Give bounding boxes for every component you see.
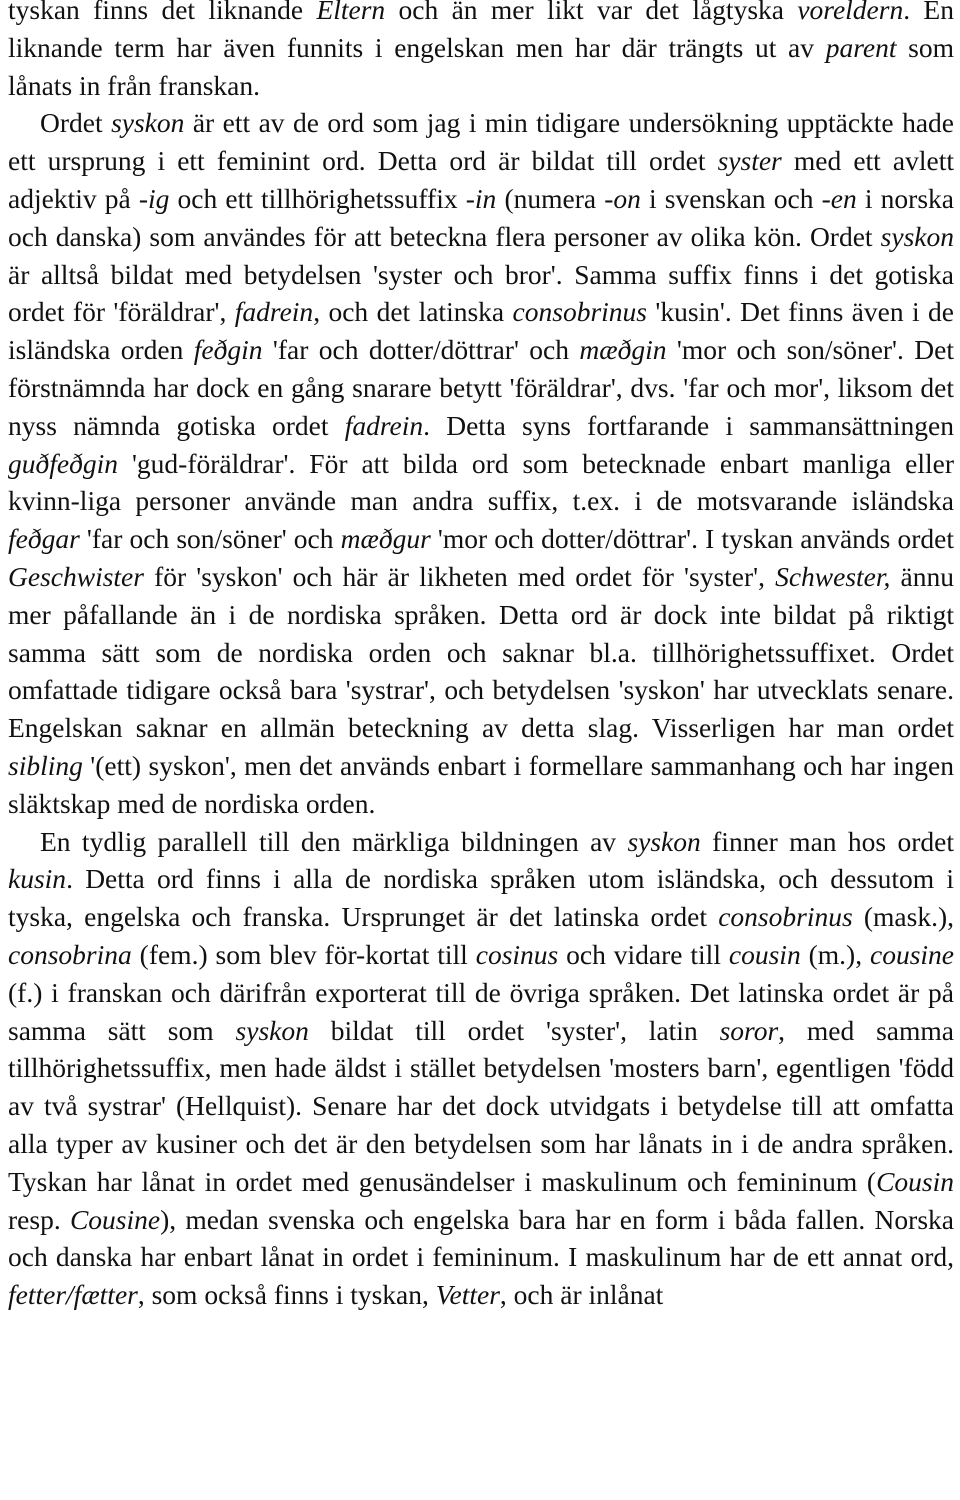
text-run: 'kusin'. Det finns även i de isländska orden bbox=[8, 296, 955, 366]
text-run: '(ett) syskon', men det används enbart i formellare sammanhang och har ingen släktskap med de nordiska orden. bbox=[8, 749, 954, 819]
text-run: (mask.), bbox=[852, 901, 954, 933]
paragraph-3 bbox=[8, 823, 954, 1314]
document-body bbox=[8, 0, 954, 1314]
italic-term: fadrein bbox=[234, 296, 314, 328]
text-run: med ett avlett adjektiv på bbox=[8, 145, 954, 214]
text-run: tyskan finns det liknande bbox=[8, 0, 317, 25]
text-run: , och är inlånat bbox=[499, 1279, 664, 1311]
text-run: , och det latinska bbox=[313, 296, 513, 328]
italic-term: consobrina bbox=[8, 938, 132, 970]
italic-term: mæðgur bbox=[340, 523, 431, 555]
italic-term: syskon bbox=[235, 1014, 309, 1046]
text-run: och ett tillhörighetssuffix bbox=[169, 182, 466, 214]
text-run: , med samma tillhörighetssuffix, men hade äldst i stället betydelsen 'mosters barn', egentligen 'född av två systrar' (Hellquist). Senare har det dock utvidgats i betydelse till att omfatta alla typer av kusiner och det är den betydelsen som har lånats in i de andra språken. Tyskan har lånat in ordet med genusändelser i maskulinum och femininum ( bbox=[8, 1014, 954, 1197]
italic-term: mæðgin bbox=[579, 334, 667, 366]
text-run: 'gud-föräldrar'. För att bilda ord som betecknade enbart manliga eller kvinn-liga personer använde man andra suffix, t.ex. i de motsvarande isländska bbox=[8, 447, 954, 517]
italic-term: sibling bbox=[8, 749, 83, 781]
text-run: 'mor och dotter/döttrar'. I tyskan används ordet bbox=[430, 523, 954, 555]
text-run: och vidare till bbox=[558, 938, 729, 970]
text-run: (numera bbox=[496, 182, 605, 214]
italic-term: fetter/fætter bbox=[8, 1279, 138, 1311]
italic-term: Geschwister bbox=[8, 560, 144, 592]
text-run: och än mer likt var det lågtyska bbox=[385, 0, 798, 25]
italic-term: Cousine bbox=[69, 1203, 161, 1235]
text-run: bildat till ordet 'syster', latin bbox=[308, 1014, 720, 1046]
text-run: är ett av de ord som jag i min tidigare undersökning upptäckte hade ett ursprung i ett feminint ord. Detta ord är bildat till ordet bbox=[8, 107, 954, 177]
text-run: för 'syskon' och här är likheten med ordet för 'syster', bbox=[143, 560, 776, 592]
text-run: finner man hos ordet bbox=[700, 825, 954, 857]
italic-term: syskon bbox=[111, 107, 185, 139]
text-run: (fem.) som blev för-kortat till bbox=[131, 938, 476, 970]
italic-term: cousine bbox=[870, 938, 955, 970]
text-run: Ordet bbox=[40, 107, 112, 139]
text-run: 'far och son/söner' och bbox=[79, 523, 341, 555]
italic-term: kusin bbox=[8, 863, 67, 895]
italic-term: cousin bbox=[728, 938, 801, 970]
italic-term: soror bbox=[719, 1014, 779, 1046]
text-run: resp. bbox=[8, 1203, 70, 1235]
text-run: 'far och dotter/döttrar' och bbox=[262, 334, 580, 366]
text-run: i svenskan och bbox=[640, 182, 822, 214]
italic-term: -en bbox=[821, 182, 857, 214]
italic-term: Eltern bbox=[316, 0, 386, 25]
italic-term: -on bbox=[604, 182, 641, 214]
italic-term: Schwester, bbox=[775, 560, 891, 592]
text-run: (f.) i franskan och därifrån exporterat till de övriga språken. Det latinska ordet är på samma sätt som bbox=[8, 976, 954, 1046]
paragraph-1 bbox=[8, 0, 954, 104]
text-run: En tydlig parallell till den märkliga bildningen av bbox=[40, 825, 628, 857]
text-run: är alltså bildat med betydelsen 'syster och bror'. Samma suffix finns i det gotiska ordet för 'föräldrar', bbox=[8, 258, 954, 328]
paragraph-2 bbox=[8, 104, 954, 822]
italic-term: guðfeðgin bbox=[8, 447, 118, 479]
text-run: , som också finns i tyskan, bbox=[137, 1279, 436, 1311]
text-run: i norska och danska) som användes för att beteckna flera personer av olika kön. Ordet bbox=[8, 182, 954, 252]
italic-term: Cousin bbox=[876, 1165, 954, 1197]
italic-term: Vetter bbox=[435, 1279, 500, 1311]
text-run: . Detta syns fortfarande i sammansättningen bbox=[423, 409, 954, 441]
italic-term: syskon bbox=[627, 825, 701, 857]
italic-term: feðgin bbox=[193, 334, 263, 366]
text-run: 'mor och son/söner'. Det förstnämnda har dock en gång snarare betytt 'föräldrar', dvs. 'far och mor', liksom det nyss nämnda gotiska ordet bbox=[8, 334, 954, 441]
italic-term: parent bbox=[825, 31, 897, 63]
text-run: . Detta ord finns i alla de nordiska språken utom isländska, och dessutom i tyska, engelska och franska. Ursprunget är det latinska ordet bbox=[8, 863, 954, 933]
text-run: . En liknande term har även funnits i engelskan men har där trängts ut av bbox=[8, 0, 954, 63]
italic-term: syster bbox=[717, 145, 782, 177]
italic-term: -in bbox=[465, 182, 497, 214]
italic-term: cosinus bbox=[475, 938, 559, 970]
text-run: ännu mer påfallande än i de nordiska språken. Detta ord är dock inte bildat på riktigt samma sätt som de nordiska orden och saknar bl.a. tillhörighetssuffixet. Ordet omfattade tidigare också bara 'systrar', och betydelsen 'syskon' har utvecklats senare. Engelskan saknar en allmän beteckning av detta slag. Visserligen har man ordet bbox=[8, 560, 954, 744]
italic-term: consobrinus bbox=[718, 901, 853, 933]
text-run: (m.), bbox=[800, 938, 870, 970]
italic-term: fadrein bbox=[344, 409, 424, 441]
text-run: som lånats in från franskan. bbox=[8, 31, 955, 101]
text-run: ), medan svenska och engelska bara har en form i båda fallen. Norska och danska har enbart lånat in ordet i femininum. I maskulinum har de ett annat ord, bbox=[8, 1203, 954, 1273]
italic-term: -ig bbox=[138, 182, 170, 214]
italic-term: consobrinus bbox=[512, 296, 647, 328]
italic-term: feðgar bbox=[8, 523, 80, 555]
italic-term: voreldern bbox=[797, 0, 904, 25]
italic-term: syskon bbox=[880, 220, 954, 252]
